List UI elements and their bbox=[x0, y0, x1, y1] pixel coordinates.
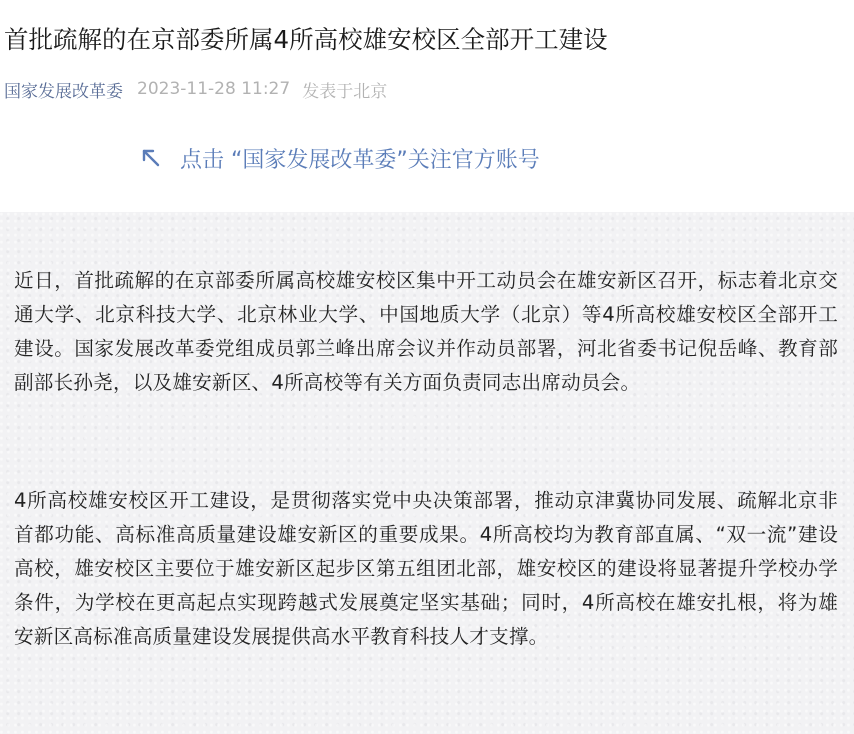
article-meta bbox=[4, 76, 387, 102]
account-name-link[interactable]: 国家发展改革委 bbox=[4, 81, 123, 102]
article-body bbox=[0, 212, 854, 734]
article-title: 首批疏解的在京部委所属4所高校雄安校区全部开工建设 bbox=[4, 25, 608, 54]
article-paragraph-2: 4所高校雄安校区开工建设，是贯彻落实党中央决策部署，推动京津冀协同发展、疏解北京非首都功能、高标准高质量建设雄安新区的重要成果。4所高校均为教育部直属、“双一流”建设高校，雄安校区主要位于雄安新区起步区第五组团北部，雄安校区的建设将显著提升学校办学条件，为学校在更高起点实现跨越式发展奠定坚实基础；同时，4所高校在雄安扎根，将为雄安新区高标准高质量建设发展提供高水平教育科技人才支撑。 bbox=[14, 489, 838, 648]
follow-account-banner[interactable] bbox=[140, 140, 540, 176]
article-paragraph-1: 近日，首批疏解的在京部委所属高校雄安校区集中开工动员会在雄安新区召开，标志着北京交通大学、北京科技大学、北京林业大学、中国地质大学（北京）等4所高校雄安校区全部开工建设。国家发展改革委党组成员郭兰峰出席会议并作动员部署，河北省委书记倪岳峰、教育部副部长孙尧，以及雄安新区、4所高校等有关方面负责同志出席动员会。 bbox=[14, 269, 838, 394]
follow-banner-text: 点击 “国家发展改革委”关注官方账号 bbox=[180, 147, 540, 173]
arrow-up-left-icon bbox=[140, 147, 162, 169]
publish-location: 发表于北京 bbox=[302, 81, 388, 102]
publish-time: 2023-11-28 11:27 bbox=[137, 79, 291, 99]
